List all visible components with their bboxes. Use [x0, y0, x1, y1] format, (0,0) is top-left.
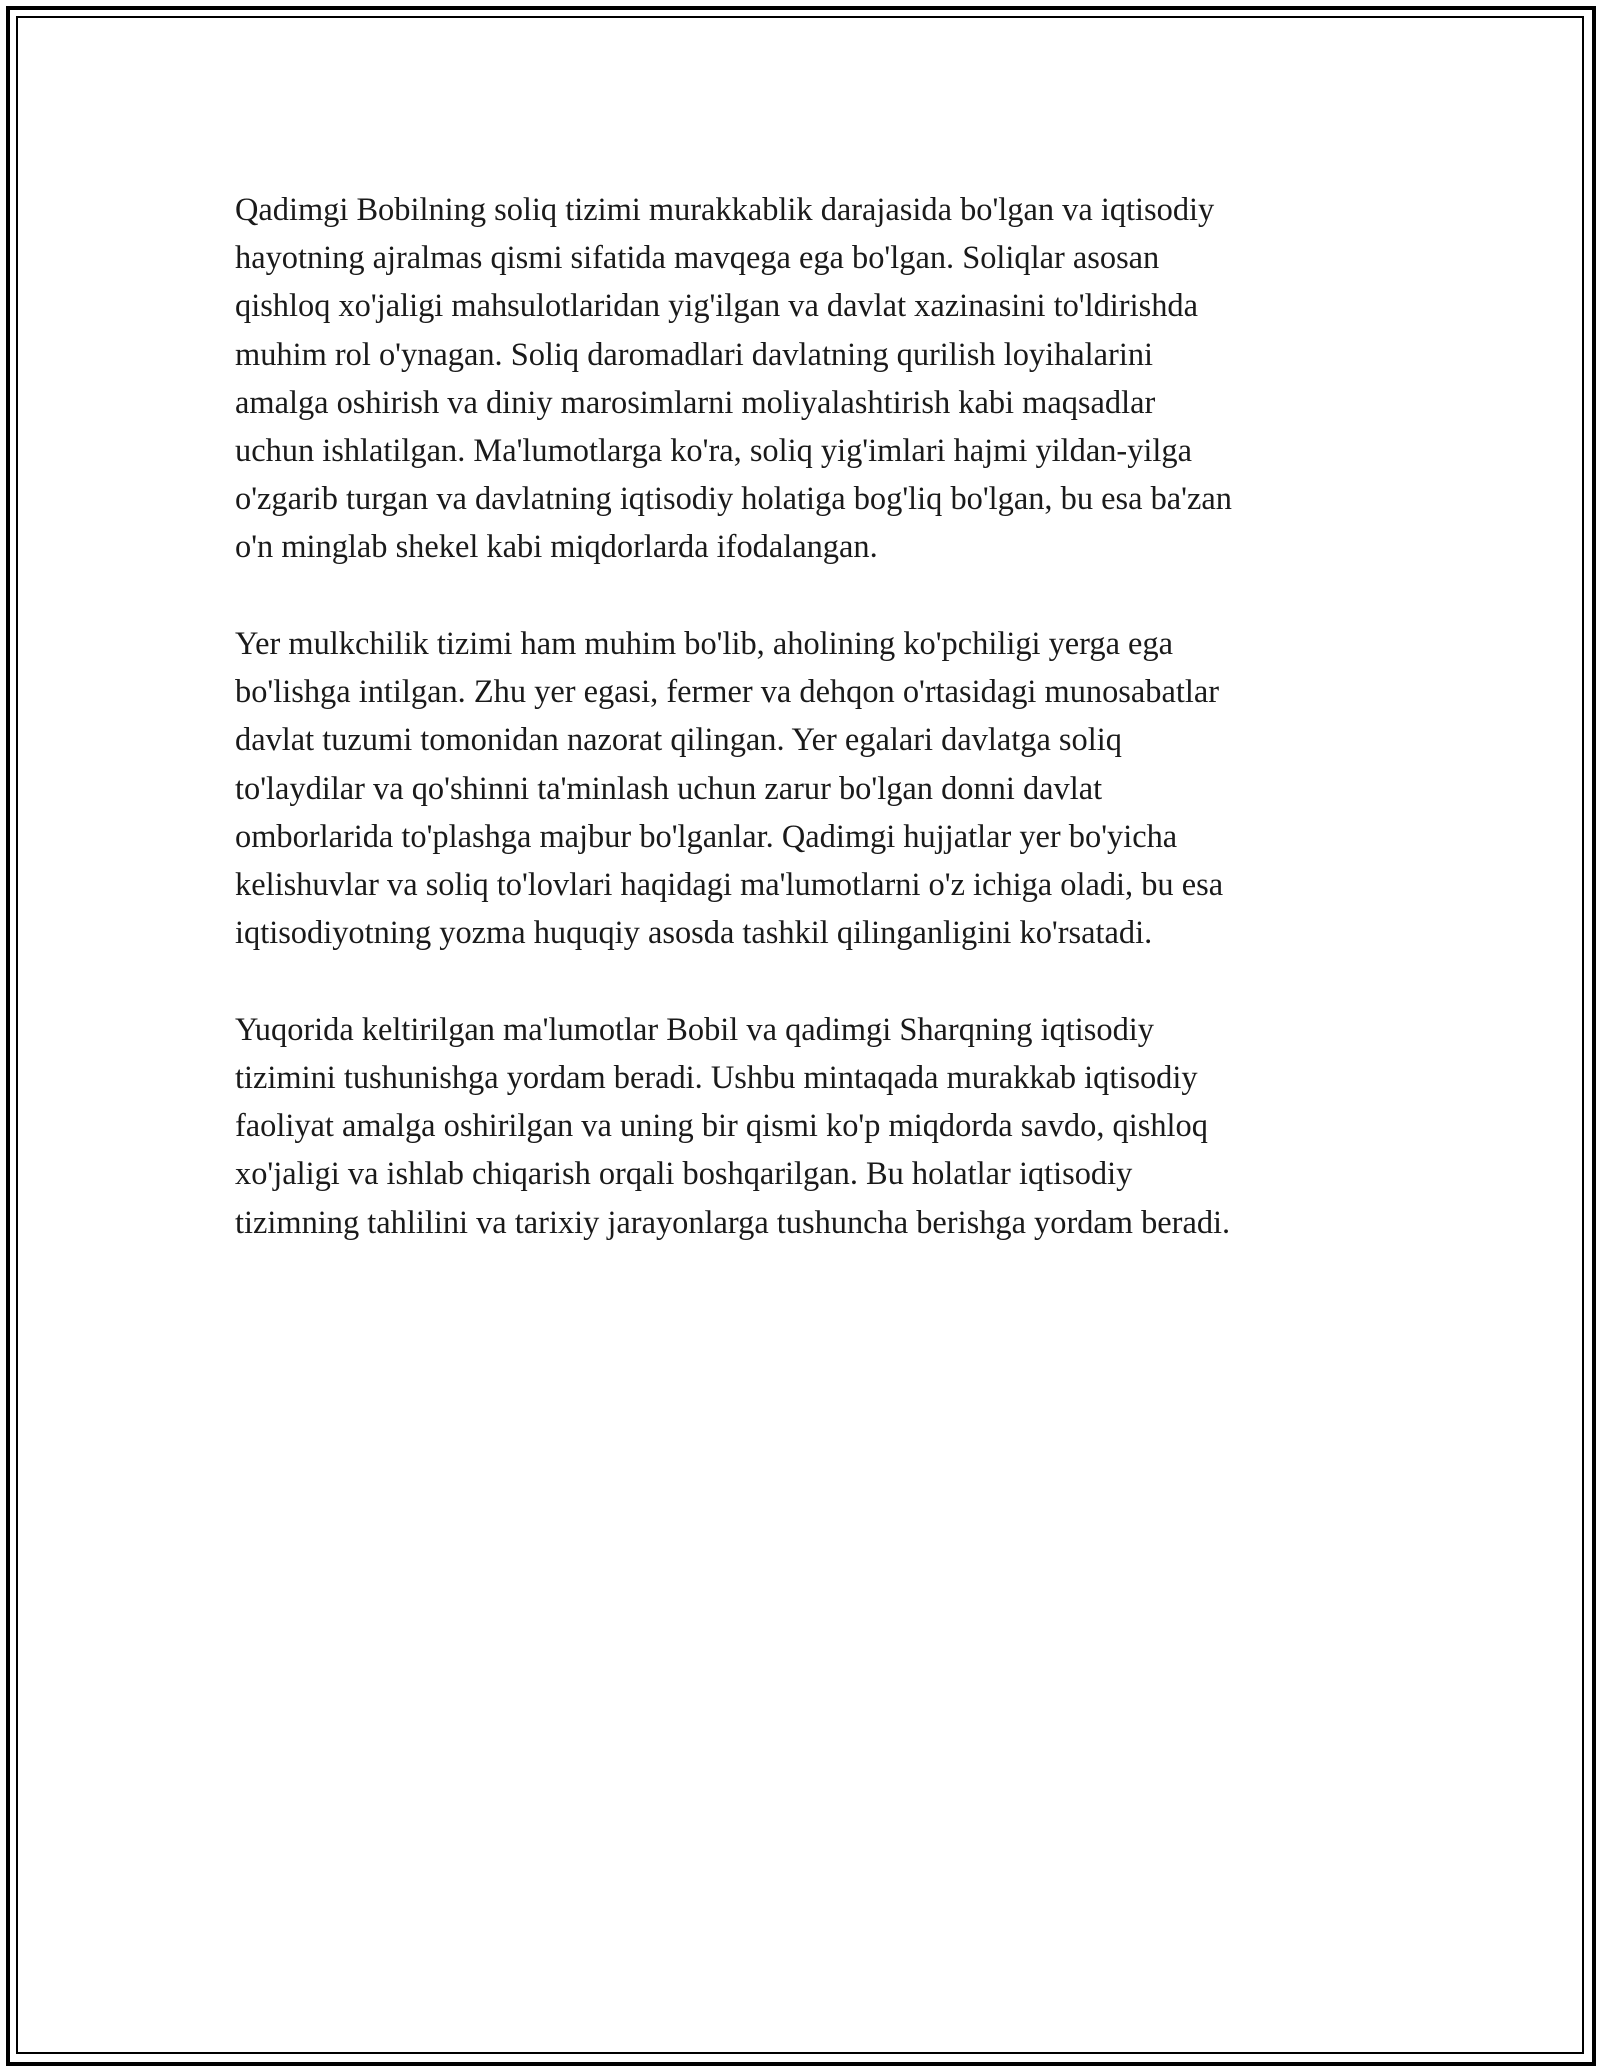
document-body — [235, 186, 1415, 1295]
paragraph-conclusion: Yuqorida keltirilgan ma'lumotlar Bobil va qadimgi Sharqning iqtisodiy tizimini tushunishga yordam beradi. Ushbu mintaqada murakkab iqtisodiy faoliyat amalga oshirilgan va uning bir qismi ko'p miqdorda savdo, qishloq xo'jaligi va ishlab chiqarish orqali boshqarilgan. Bu holatlar iqtisodiy tizimning tahlilini va tarixiy jarayonlarga tushuncha berishga yordam beradi. — [235, 1011, 1231, 1241]
paragraph-tax-system: Qadimgi Bobilning soliq tizimi murakkablik darajasida bo'lgan va iqtisodiy hayotning ajralmas qismi sifatida mavqega ega bo'lgan. Soliqlar asosan qishloq xo'jaligi mahsulotlaridan yig'ilgan va davlat xazinasini to'ldirishda muhim rol o'ynagan. Soliq daromadlari davlatning qurilish loyihalarini amalga oshirish va diniy marosimlarni moliyalashtirish kabi maqsadlar uchun ishlatilgan. Ma'lumotlarga ko'ra, soliq yig'imlari hajmi yildan-yilga o'zgarib turgan va davlatning iqtisodiy holatiga bog'liq bo'lgan, bu esa ba'zan o'n minglab shekel kabi miqdorlarda ifodalangan. — [235, 192, 1232, 566]
paragraph-land-ownership: Yer mulkchilik tizimi ham muhim bo'lib, aholining ko'pchiligi yerga ega bo'lishga intilgan. Zhu yer egasi, fermer va dehqon o'rtasidagi munosabatlar davlat tuzumi tomonidan nazorat qilingan. Yer egalari davlatga soliq to'laydilar va qo'shinni ta'minlash uchun zarur bo'lgan donni davlat omborlarida to'plashga majbur bo'lganlar. Qadimgi hujjatlar yer bo'yicha kelishuvlar va soliq to'lovlari haqidagi ma'lumotlarni o'z ichiga oladi, bu esa iqtisodiyotning yozma huquqiy asosda tashkil qilinganligini ko'rsatadi. — [235, 626, 1224, 952]
